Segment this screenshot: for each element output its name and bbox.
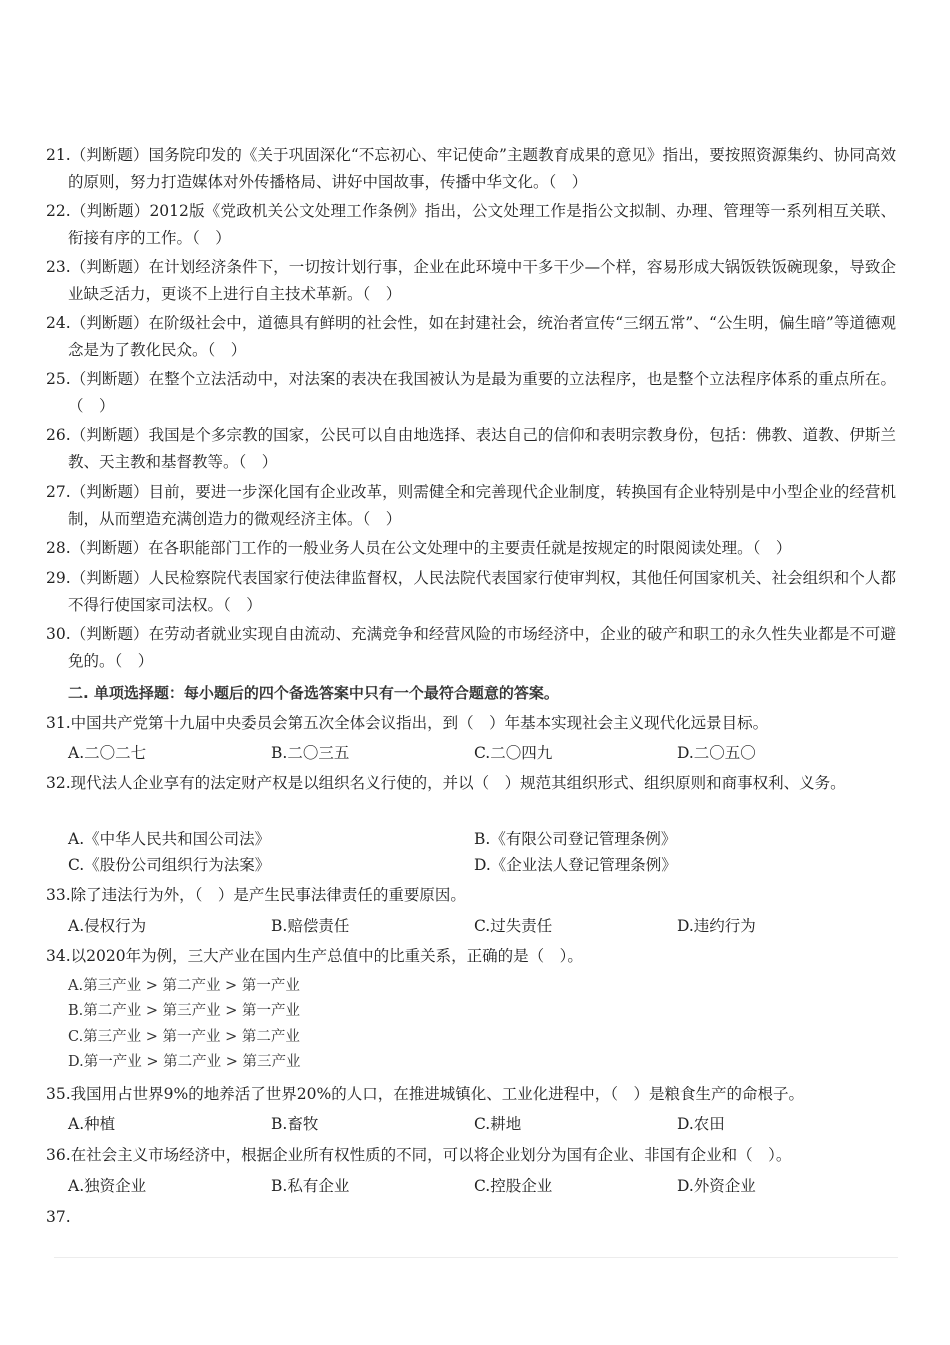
- question-text: （判断题）我国是个多宗教的国家，公民可以自由地选择、表达自己的信仰和表明宗教身份，包括：佛教、道教、伊斯兰教、天主教和基督教等。（ ）: [68, 426, 896, 471]
- option-c: C.第三产业 > 第一产业 > 第二产业: [68, 1029, 300, 1045]
- option-c: C.二〇四九: [474, 744, 553, 762]
- option-a: A.种植: [68, 1115, 116, 1133]
- option-b: B.第二产业 > 第三产业 > 第一产业: [68, 1003, 300, 1019]
- question-34: [46, 943, 896, 970]
- option-d: D.外资企业: [677, 1177, 756, 1195]
- question-text: 在社会主义市场经济中，根据企业所有权性质的不同，可以将企业划分为国有企业、非国有企业和（ ）。: [70, 1146, 792, 1164]
- option-a: A.独资企业: [68, 1177, 147, 1195]
- question-21: [46, 142, 896, 196]
- option-d: D.农田: [677, 1115, 725, 1133]
- options-36: [68, 1173, 874, 1200]
- options-32-row2: [68, 852, 874, 879]
- footer-divider: [54, 1257, 898, 1258]
- option-c: C.控股企业: [474, 1177, 553, 1195]
- question-33: [46, 882, 896, 909]
- question-30: [46, 621, 896, 675]
- question-23: [46, 254, 896, 308]
- question-number: 23.: [46, 258, 71, 276]
- question-number: 33.: [46, 886, 71, 904]
- section-title: 二. 单项选择题：每小题后的四个备选答案中只有一个最符合题意的答案。: [68, 684, 559, 702]
- question-35: [46, 1081, 896, 1108]
- question-36: [46, 1142, 896, 1169]
- option-d: D.《企业法人登记管理条例》: [474, 856, 677, 874]
- question-text: （判断题）目前，要进一步深化国有企业改革，则需健全和完善现代企业制度，转换国有企业特别是中小型企业的经营机制，从而塑造充满创造力的微观经济主体。（ ）: [68, 483, 896, 528]
- option-a: A.二〇二七: [68, 744, 147, 762]
- option-a: A.第三产业 > 第二产业 > 第一产业: [68, 978, 300, 994]
- question-31: [46, 710, 896, 737]
- question-text: （判断题）在各职能部门工作的一般业务人员在公文处理中的主要责任就是按规定的时限阅读处理。（ ）: [70, 539, 792, 557]
- question-27: [46, 479, 896, 533]
- question-number: 27.: [46, 483, 71, 501]
- question-number: 29.: [46, 569, 71, 587]
- question-number: 26.: [46, 426, 71, 444]
- option-b: B.私有企业: [271, 1177, 350, 1195]
- question-text: 现代法人企业享有的法定财产权是以组织名义行使的，并以（ ）规范其组织形式、组织原则和商事权利、义务。: [70, 774, 846, 792]
- question-26: [46, 422, 896, 476]
- question-number: 28.: [46, 539, 71, 557]
- option-b: B.畜牧: [271, 1115, 319, 1133]
- question-text: 除了违法行为外，（ ）是产生民事法律责任的重要原因。: [70, 886, 466, 904]
- question-24: [46, 310, 896, 364]
- question-number: 30.: [46, 625, 71, 643]
- question-text: （判断题）在阶级社会中，道德具有鲜明的社会性，如在封建社会，统治者宣传“三纲五常”、“公生明，偏生暗”等道德观念是为了教化民众。（ ）: [68, 314, 896, 359]
- option-c: C.过失责任: [474, 917, 553, 935]
- options-35: [68, 1111, 874, 1138]
- question-number: 22.: [46, 202, 71, 220]
- question-22: [46, 198, 896, 252]
- question-text: 以2020年为例，三大产业在国内生产总值中的比重关系，正确的是（ ）。: [70, 947, 583, 965]
- question-number: 31.: [46, 714, 71, 732]
- question-number: 32.: [46, 774, 71, 792]
- option-d: D.第一产业 > 第二产业 > 第三产业: [68, 1054, 301, 1070]
- question-text: 我国用占世界9%的地养活了世界20%的人口，在推进城镇化、工业化进程中，（ ）是粮食生产的命根子。: [70, 1085, 804, 1103]
- question-text: （判断题）在整个立法活动中，对法案的表决在我国被认为是最为重要的立法程序，也是整个立法程序体系的重点所在。（ ）: [68, 370, 896, 415]
- question-text: （判断题）人民检察院代表国家行使法律监督权，人民法院代表国家行使审判权，其他任何国家机关、社会组织和个人都不得行使国家司法权。（ ）: [68, 569, 896, 614]
- options-31: [68, 740, 874, 767]
- question-text: （判断题）国务院印发的《关于巩固深化“不忘初心、牢记使命”主题教育成果的意见》指出，要按照资源集约、协同高效的原则，努力打造媒体对外传播格局、讲好中国故事，传播中华文化。（ ）: [68, 146, 896, 191]
- question-29: [46, 565, 896, 619]
- question-37: [46, 1204, 874, 1231]
- question-number: 25.: [46, 370, 71, 388]
- options-33: [68, 913, 874, 940]
- option-a: A.侵权行为: [68, 917, 147, 935]
- question-28: [46, 535, 896, 562]
- option-c: C.《股份公司组织行为法案》: [68, 856, 271, 874]
- question-number: 36.: [46, 1146, 71, 1164]
- option-a: A.《中华人民共和国公司法》: [68, 830, 271, 848]
- question-text: （判断题）在计划经济条件下，一切按计划行事，企业在此环境中干多干少—个样，容易形成大锅饭铁饭碗现象，导致企业缺乏活力，更谈不上进行自主技术革新。（ ）: [68, 258, 896, 303]
- question-text: 中国共产党第十九届中央委员会第五次全体会议指出，到（ ）年基本实现社会主义现代化远景目标。: [70, 714, 769, 732]
- option-d: D.违约行为: [677, 917, 756, 935]
- question-number: 34.: [46, 947, 71, 965]
- option-b: B.二〇三五: [271, 744, 350, 762]
- option-c: C.耕地: [474, 1115, 522, 1133]
- question-text: （判断题）在劳动者就业实现自由流动、充满竞争和经营风险的市场经济中，企业的破产和职工的永久性失业都是不可避免的。（ ）: [68, 625, 896, 670]
- question-number: 24.: [46, 314, 71, 332]
- option-b: B.赔偿责任: [271, 917, 350, 935]
- options-32-row1: [68, 826, 874, 853]
- question-text: （判断题）2012版《党政机关公文处理工作条例》指出，公文处理工作是指公文拟制、办理、管理等一系列相互关联、衔接有序的工作。（ ）: [68, 202, 896, 247]
- question-number: 37.: [46, 1208, 71, 1226]
- question-number: 21.: [46, 146, 71, 164]
- question-number: 35.: [46, 1085, 71, 1103]
- question-25: [46, 366, 896, 420]
- question-32: [46, 770, 896, 797]
- option-b: B.《有限公司登记管理条例》: [474, 830, 677, 848]
- option-d: D.二〇五〇: [677, 744, 756, 762]
